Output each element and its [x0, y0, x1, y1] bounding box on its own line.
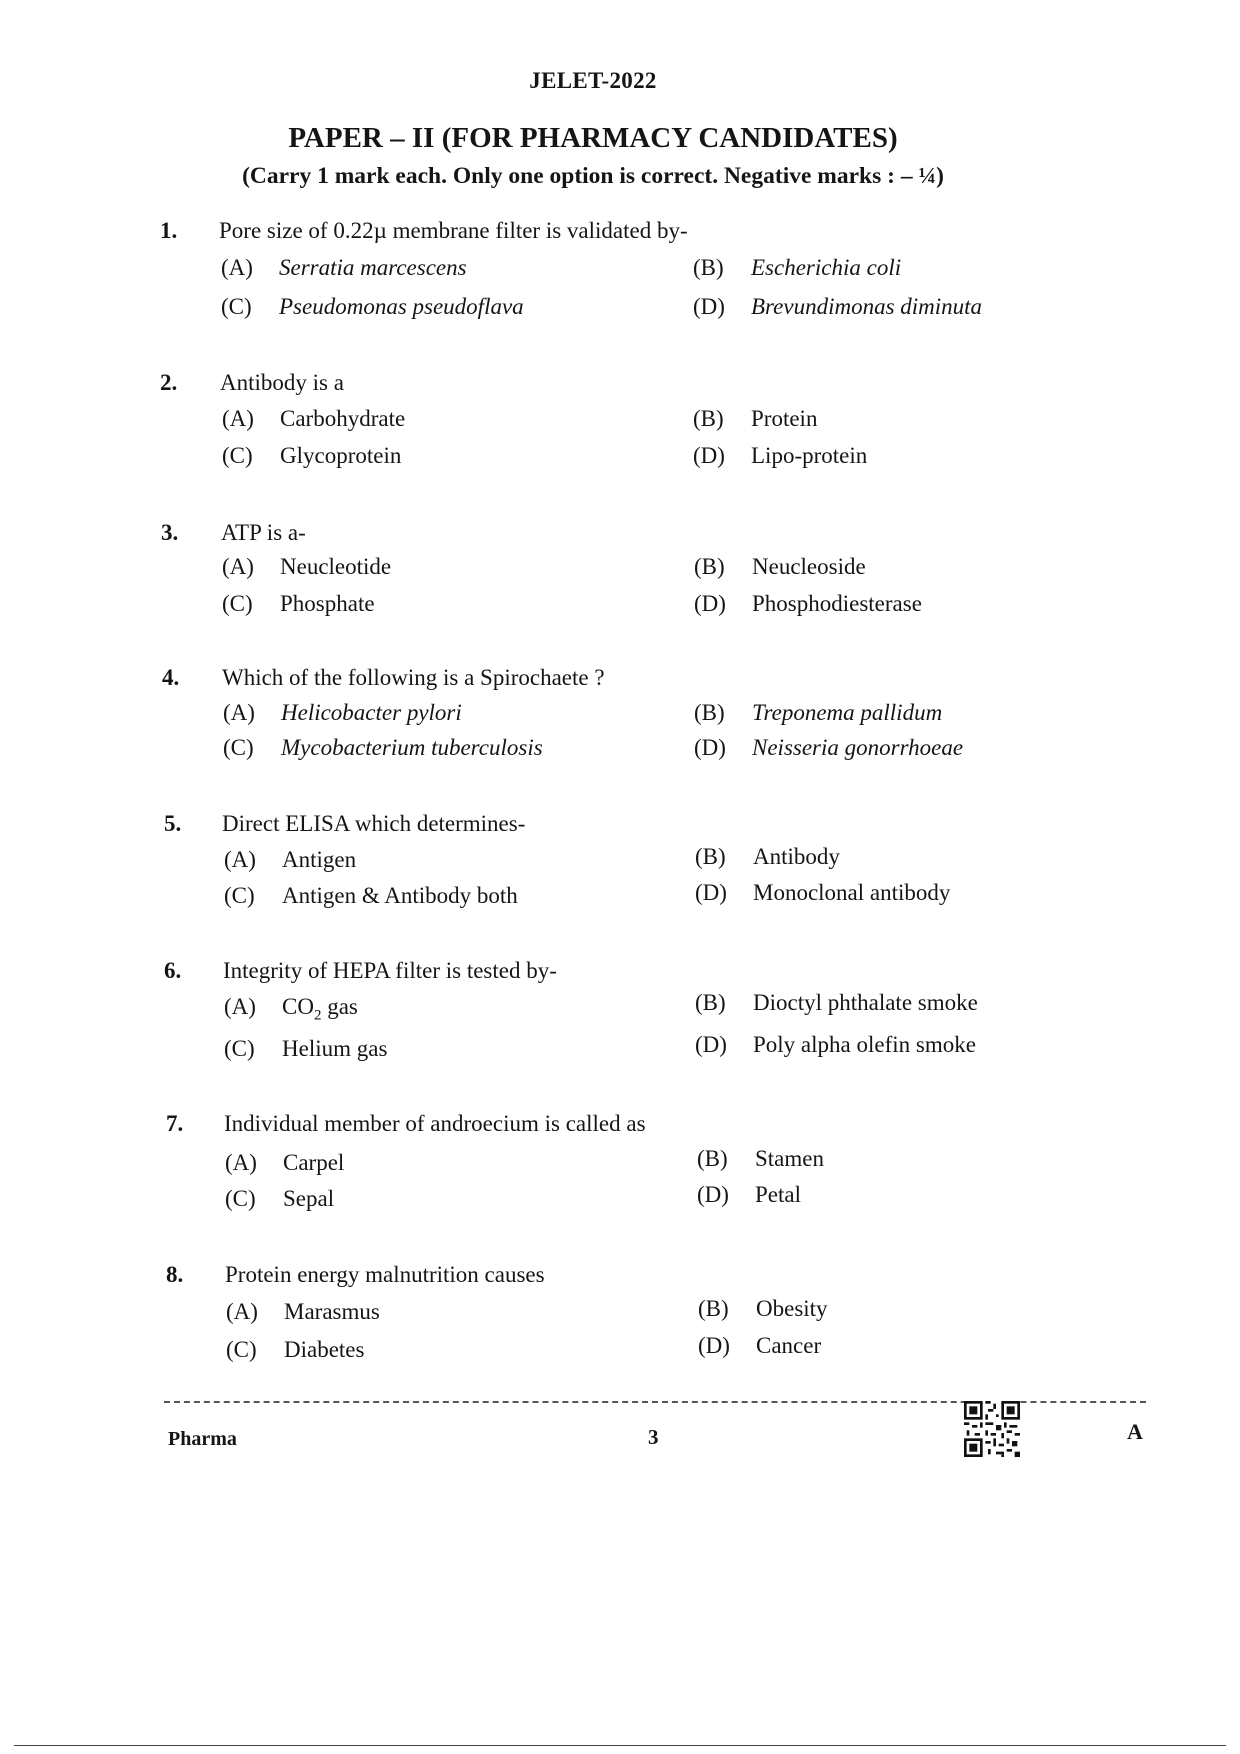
set-code: A: [1127, 1419, 1143, 1444]
option-a: (A) Helicobacter pylori: [223, 700, 462, 725]
option-a: (A) Serratia marcescens: [221, 255, 467, 280]
option-c: (C) Diabetes: [226, 1337, 365, 1362]
paper-title: PAPER – II (FOR PHARMACY CANDIDATES): [288, 122, 898, 154]
page-bottom-line: [14, 1745, 1226, 1746]
question-stem: Protein energy malnutrition causes: [225, 1262, 545, 1287]
option-a: (A) Neucleotide: [222, 554, 392, 579]
question-number: 8.: [166, 1262, 184, 1287]
option-d: (D) Monoclonal antibody: [695, 880, 951, 905]
question-stem: Individual member of androecium is called as: [224, 1111, 646, 1136]
option-d: (D) Neisseria gonorrhoeae: [694, 735, 964, 760]
option-c: (C) Helium gas: [224, 1036, 388, 1061]
option-b: (B) Dioctyl phthalate smoke: [695, 990, 978, 1015]
question-stem: Pore size of 0.22µ membrane filter is validated by-: [219, 218, 688, 243]
option-d: (D) Lipo-protein: [693, 443, 868, 468]
instructions: (Carry 1 mark each. Only one option is correct. Negative marks : – ¼): [242, 163, 944, 189]
option-b: (B) Antibody: [695, 844, 840, 869]
footer-subject: Pharma: [168, 1428, 237, 1450]
option-a: (A) Carpel: [225, 1150, 345, 1175]
exam-code: JELET-2022: [529, 68, 657, 93]
question-number: 5.: [164, 811, 182, 836]
option-c: (C) Glycoprotein: [222, 443, 402, 468]
question-stem: Direct ELISA which determines-: [222, 811, 526, 836]
option-a: (A) Antigen: [224, 847, 357, 872]
question-number: 6.: [164, 958, 182, 983]
qr-code-icon: [964, 1401, 1020, 1457]
option-c: (C) Mycobacterium tuberculosis: [223, 735, 543, 760]
question-stem: Which of the following is a Spirochaete ?: [222, 665, 605, 690]
question-number: 4.: [162, 665, 180, 690]
option-b: (B) Neucleoside: [694, 554, 866, 579]
option-d: (D) Phosphodiesterase: [694, 591, 922, 616]
question-number: 7.: [166, 1111, 184, 1136]
option-b: (B) Treponema pallidum: [694, 700, 943, 725]
option-a: (A) Marasmus: [226, 1299, 380, 1324]
option-b: (B) Obesity: [698, 1296, 828, 1321]
option-b: (B) Protein: [693, 406, 818, 431]
question-stem: Integrity of HEPA filter is tested by-: [223, 958, 557, 983]
question-stem: Antibody is a: [220, 370, 344, 395]
question-number: 1.: [160, 218, 178, 243]
option-a: (A) Carbohydrate: [222, 406, 406, 431]
question-stem: ATP is a-: [221, 520, 306, 545]
option-c: (C) Sepal: [225, 1186, 335, 1211]
option-b: (B) Stamen: [697, 1146, 824, 1171]
option-c: (C) Antigen & Antibody both: [224, 883, 518, 908]
question-number: 2.: [160, 370, 178, 395]
option-a: (A) $CO_2$ gas: [224, 994, 358, 1024]
option-c: (C) Pseudomonas pseudoflava: [221, 294, 524, 319]
page-number: 3: [648, 1425, 659, 1449]
option-d: (D) Cancer: [698, 1333, 822, 1358]
option-c: (C) Phosphate: [222, 591, 375, 616]
option-b: (B) Escherichia coli: [693, 255, 902, 280]
option-d: (D) Petal: [697, 1182, 801, 1207]
question-number: 3.: [161, 520, 179, 545]
option-d: (D) Poly alpha olefin smoke: [695, 1032, 976, 1057]
option-d: (D) Brevundimonas diminuta: [693, 294, 983, 319]
